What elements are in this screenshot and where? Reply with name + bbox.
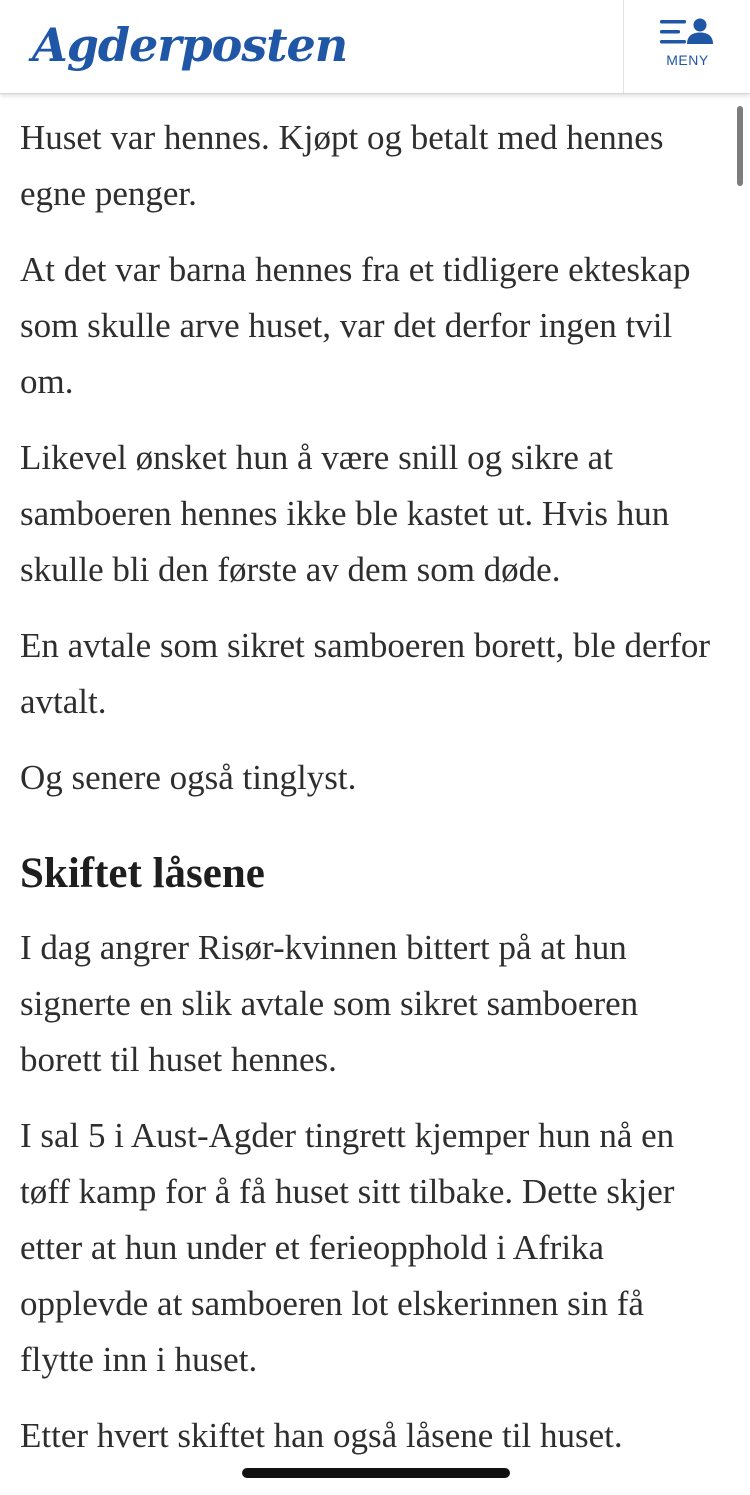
menu-button[interactable] [623,0,750,93]
site-logo[interactable]: Agderposten [32,18,348,72]
article-paragraph: At det var barna hennes fra et tidligere ekteskap som skulle arve huset, var det derfor ingen tvil om. [20,250,691,401]
article-paragraph: I dag angrer Risør-kvinnen bittert på at hun signerte en slik avtale som sikret samboeren borett til huset hennes. [20,928,639,1079]
article-paragraph: I sal 5 i Aust-Agder tingrett kjemper hun nå en tøff kamp for å få huset sitt tilbake. Dette skjer etter at hun under et ferieopphold i Afrika opplevde at samboeren lot elskerinnen sin få flytte inn i huset. [20,1116,675,1379]
menu-user-icon [660,18,714,48]
article-paragraph: Huset var hennes. Kjøpt og betalt med hennes egne penger. [20,118,664,213]
article-body [20,110,720,1484]
article-subheading: Skiftet låsene [20,850,265,897]
article-paragraph: En avtale som sikret samboeren borett, ble derfor avtalt. [20,626,711,721]
scrollbar-thumb[interactable] [737,106,743,186]
article-paragraph: Og senere også tinglyst. [20,758,357,797]
home-indicator[interactable] [242,1468,510,1478]
site-header [0,0,750,94]
article-paragraph: Likevel ønsket hun å være snill og sikre at samboeren hennes ikke ble kastet ut. Hvis hun skulle bli den første av dem som døde. [20,438,670,589]
article-paragraph: Etter hvert skiftet han også låsene til huset. [20,1416,623,1455]
menu-label: MENY [666,52,709,68]
